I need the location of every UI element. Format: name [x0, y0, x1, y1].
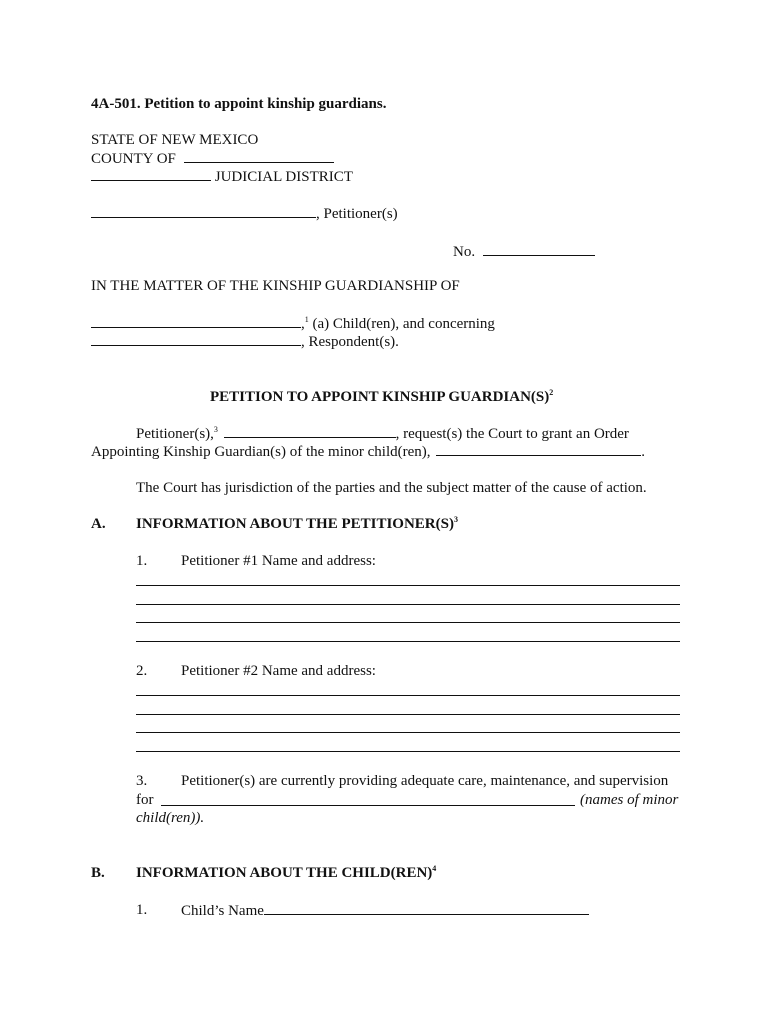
petitioner-1-number: 1.	[136, 553, 148, 569]
section-b-letter: B.	[91, 865, 105, 881]
footnote-3-marker: 3	[213, 425, 218, 434]
child-1-name-line	[181, 901, 589, 920]
petitioner-1-line-3[interactable]	[136, 622, 680, 623]
county-label: COUNTY OF	[91, 151, 176, 167]
respondents-suffix: , Respondent(s).	[301, 334, 399, 350]
children-suffix: ,	[301, 316, 305, 332]
form-heading: 4A-501. Petition to appoint kinship guardians.	[91, 96, 387, 112]
case-number-blank[interactable]	[483, 242, 595, 256]
section-a-heading-text: INFORMATION ABOUT THE PETITIONER(S)	[136, 516, 454, 532]
intro-period: .	[641, 444, 646, 460]
petitioner-suffix: , Petitioner(s)	[316, 206, 398, 222]
children-caption-line	[91, 314, 495, 333]
county-line	[91, 149, 334, 168]
intro-children-label: Appointing Kinship Guardian(s) of the minor child(ren),	[91, 444, 431, 460]
district-blank[interactable]	[91, 167, 211, 181]
care-children-blank[interactable]	[161, 805, 575, 806]
intro-line-1	[136, 424, 629, 443]
care-names-note-cont: child(ren)).	[136, 810, 205, 826]
children-text: (a) Child(ren), and concerning	[308, 316, 495, 332]
child-1-number: 1.	[136, 902, 148, 918]
footnote-2-marker: 2	[549, 388, 554, 397]
intro-request-text: , request(s) the Court to grant an Order	[395, 426, 629, 442]
respondents-caption-line	[91, 332, 399, 351]
county-blank[interactable]	[184, 149, 334, 163]
district-label: JUDICIAL DISTRICT	[214, 169, 353, 185]
petitioner-2-line-3[interactable]	[136, 732, 680, 733]
footnote-4-marker: 4	[432, 864, 437, 873]
petitioner-name-blank[interactable]	[91, 204, 316, 218]
section-a-heading	[136, 515, 458, 533]
section-b-heading	[136, 864, 436, 882]
petition-title-text: PETITION TO APPOINT KINSHIP GUARDIAN(S)	[210, 389, 550, 405]
case-number-line	[453, 242, 595, 261]
petitioner-1-line-1[interactable]	[136, 585, 680, 586]
section-a-letter: A.	[91, 516, 106, 532]
petitioner-1-line-2[interactable]	[136, 604, 680, 605]
case-number-label: No.	[453, 244, 476, 260]
child-1-name-label: Child’s Name	[181, 903, 264, 919]
petitioner-2-line-1[interactable]	[136, 695, 680, 696]
petitioner-2-line-4[interactable]	[136, 751, 680, 752]
children-name-blank[interactable]	[91, 314, 301, 328]
respondents-name-blank[interactable]	[91, 332, 301, 346]
petition-title	[210, 388, 553, 406]
care-item-number: 3.	[136, 773, 148, 789]
child-1-name-blank[interactable]	[264, 901, 589, 915]
intro-petitioners-label: Petitioner(s),	[136, 426, 214, 442]
section-b-heading-text: INFORMATION ABOUT THE CHILD(REN)	[136, 865, 433, 881]
petitioner-2-number: 2.	[136, 663, 148, 679]
state-caption: STATE OF NEW MEXICO	[91, 132, 259, 148]
care-names-note: (names of minor	[580, 792, 679, 808]
petitioner-2-label: Petitioner #2 Name and address:	[181, 663, 376, 679]
care-item-for: for	[136, 792, 154, 808]
petitioner-1-line-4[interactable]	[136, 641, 680, 642]
petitioner-1-label: Petitioner #1 Name and address:	[181, 553, 376, 569]
jurisdiction-statement: The Court has jurisdiction of the parties and the subject matter of the cause of action.	[136, 480, 647, 496]
intro-line-2	[91, 442, 645, 461]
matter-line: IN THE MATTER OF THE KINSHIP GUARDIANSHIP OF	[91, 278, 460, 294]
intro-children-blank[interactable]	[436, 442, 641, 456]
intro-petitioners-blank[interactable]	[224, 424, 396, 438]
footnote-1-marker: 1	[304, 315, 309, 324]
care-item-text: Petitioner(s) are currently providing adequate care, maintenance, and supervision	[181, 773, 669, 789]
petitioner-2-line-2[interactable]	[136, 714, 680, 715]
district-line	[91, 167, 353, 186]
footnote-3-marker-a: 3	[453, 515, 458, 524]
petitioner-caption-line	[91, 204, 398, 223]
